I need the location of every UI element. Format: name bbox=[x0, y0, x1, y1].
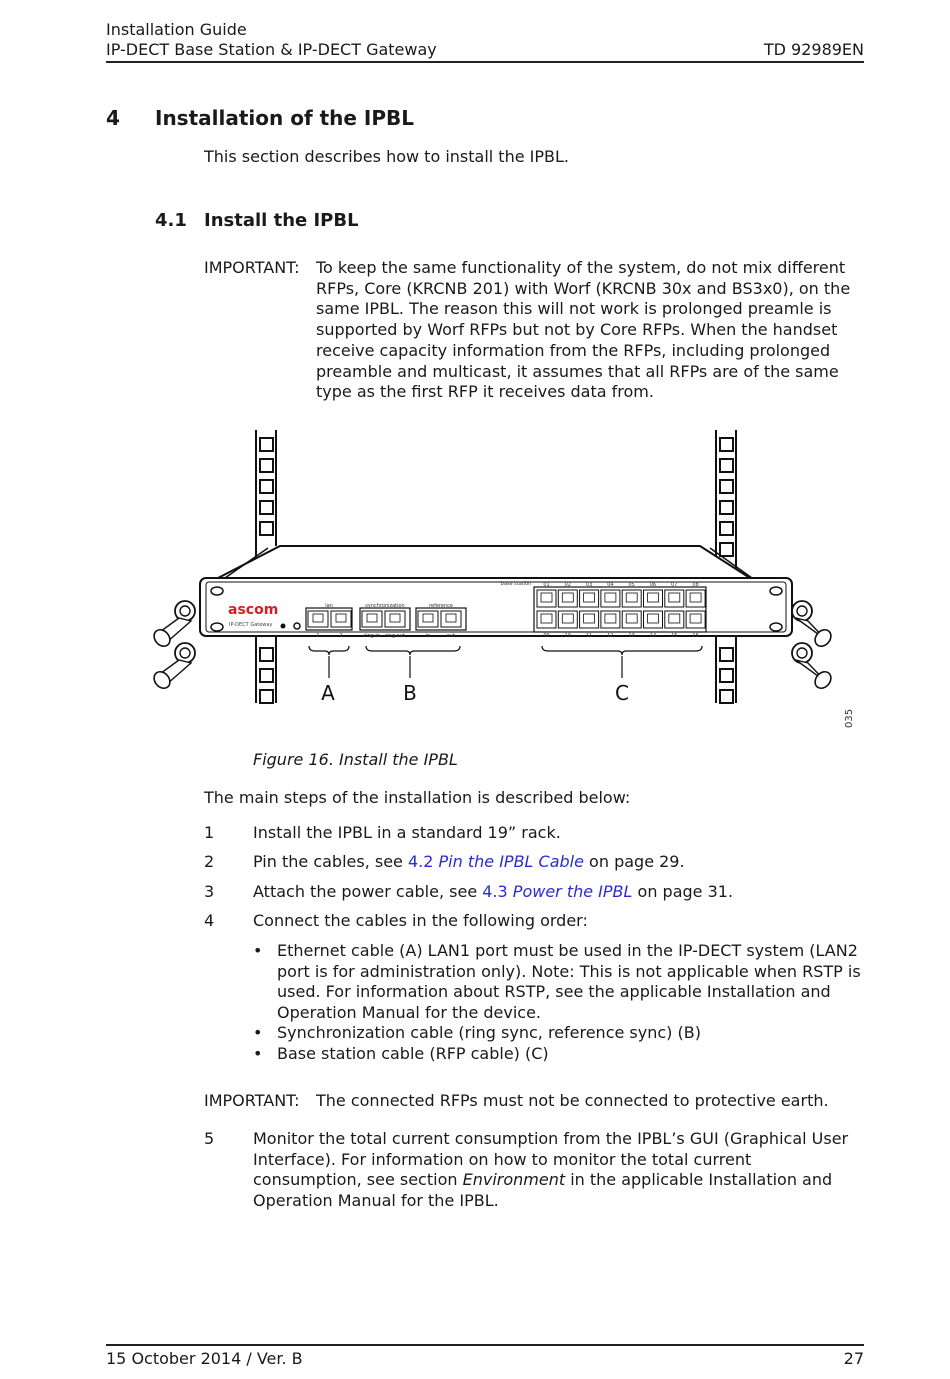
bs-port-label: 14 bbox=[649, 633, 657, 639]
port bbox=[331, 611, 351, 627]
device-name: IP-DECT Gateway bbox=[229, 622, 273, 628]
bs-label: base station bbox=[500, 581, 532, 587]
rack-hole bbox=[720, 690, 733, 703]
step-text: Pin the cables, see 4.2 Pin the IPBL Cable on page 29. bbox=[253, 852, 685, 871]
rack-hole bbox=[720, 501, 733, 514]
section-intro: This section describes how to install the IPBL. bbox=[204, 147, 569, 166]
steps-intro: The main steps of the installation is described below: bbox=[204, 788, 631, 807]
sync-label: synchronization bbox=[365, 603, 405, 609]
bs-port bbox=[601, 611, 620, 628]
bs-port bbox=[686, 611, 705, 628]
rack-hole bbox=[260, 501, 273, 514]
port-label: ring out bbox=[385, 633, 405, 639]
step-text: Monitor the total current consumption from the IPBL’s GUI (Graphical User Interface). For information on how to monitor the total current consumption, see section Environment in the applicable Installation and Operation Manual for the IPBL. bbox=[253, 1129, 849, 1211]
step-number: 2 bbox=[204, 852, 215, 871]
screw bbox=[151, 601, 195, 649]
bs-port bbox=[537, 590, 556, 607]
bs-port-label: 12 bbox=[607, 633, 614, 639]
port-label: 2 bbox=[339, 633, 343, 639]
bs-port bbox=[580, 611, 599, 628]
bs-port-label: 07 bbox=[671, 582, 678, 588]
rack-hole bbox=[720, 438, 733, 451]
port bbox=[418, 611, 438, 627]
bullet: • bbox=[253, 941, 263, 960]
port bbox=[385, 611, 405, 627]
screw bbox=[792, 601, 834, 649]
small-ports bbox=[308, 611, 461, 627]
rack-hole bbox=[720, 648, 733, 661]
step-number: 4 bbox=[204, 911, 215, 930]
ref-label: reference bbox=[429, 603, 453, 609]
bs-port-label: 03 bbox=[585, 582, 593, 588]
bullet-text: Synchronization cable (ring sync, reference sync) (B) bbox=[277, 1023, 701, 1042]
important-text: The connected RFPs must not be connected to protective earth. bbox=[316, 1091, 829, 1110]
bs-port bbox=[665, 611, 684, 628]
bullet-text: Base station cable (RFP cable) (C) bbox=[277, 1044, 549, 1063]
rack-hole bbox=[720, 459, 733, 472]
brand-logo: ascom bbox=[228, 602, 279, 618]
rack-hole bbox=[720, 522, 733, 535]
port bbox=[308, 611, 328, 627]
rack-hole bbox=[720, 669, 733, 682]
bs-port-label: 11 bbox=[585, 633, 593, 639]
step-number: 3 bbox=[204, 882, 215, 901]
callout-braces bbox=[309, 646, 702, 678]
device-top bbox=[218, 546, 750, 578]
figure-code: 035 bbox=[844, 708, 855, 728]
header-line1: Installation Guide bbox=[106, 20, 247, 39]
section-title: Installation of the IPBL bbox=[155, 106, 415, 130]
bs-port-label: 13 bbox=[628, 633, 635, 639]
header-title bbox=[106, 20, 437, 60]
important-label: IMPORTANT: bbox=[204, 258, 300, 277]
rack-hole bbox=[720, 480, 733, 493]
header-line2: IP-DECT Base Station & IP-DECT Gateway bbox=[106, 40, 437, 59]
rack-hole bbox=[260, 459, 273, 472]
bs-port bbox=[665, 590, 684, 607]
bs-port-label: 15 bbox=[671, 633, 678, 639]
rack-hole bbox=[260, 669, 273, 682]
header-rule bbox=[106, 61, 864, 63]
ipbl-figure bbox=[140, 428, 860, 738]
bs-port bbox=[686, 590, 705, 607]
page-number: 27 bbox=[843, 1349, 864, 1368]
rack-hole bbox=[260, 648, 273, 661]
bs-port-label: 06 bbox=[649, 582, 657, 588]
subsection-number: 4.1 bbox=[155, 210, 187, 231]
port-label: 1 bbox=[316, 633, 320, 639]
bullet-text: Ethernet cable (A) LAN1 port must be used in the IP-DECT system (LAN2 port is for administration only). Note: This is not applicable when RSTP is used. For information about RSTP, see the applicable Installation and Operation Manual for the device. bbox=[277, 941, 861, 1023]
bs-port-label: 16 bbox=[692, 633, 699, 639]
bs-port bbox=[644, 590, 663, 607]
link-pin-ipbl-cable[interactable]: 4.2 Pin the IPBL Cable bbox=[407, 852, 584, 871]
rack-hole bbox=[260, 480, 273, 493]
bs-port-label: 01 bbox=[543, 582, 550, 588]
step-text: Install the IPBL in a standard 19” rack. bbox=[253, 823, 561, 842]
bs-port bbox=[601, 590, 620, 607]
bs-port bbox=[622, 611, 641, 628]
port bbox=[441, 611, 461, 627]
subsection-title: Install the IPBL bbox=[204, 210, 359, 231]
footer-rule bbox=[106, 1344, 864, 1346]
bs-port bbox=[558, 590, 577, 607]
bs-port bbox=[537, 611, 556, 628]
step-number: 5 bbox=[204, 1129, 215, 1148]
callout-a: A bbox=[321, 681, 335, 705]
screw bbox=[792, 643, 834, 691]
important-text: To keep the same functionality of the system, do not mix different RFPs, Core (KRCNB 201) with Worf (KRCNB 30x and BS3x0), on the same IPBL. The reason this will not work is prolonged preamle is supported by Worf RFPs but not by Core RFPs. When the handset receive capacity information from the RFPs, including prolonged preamble and multicast, it assumes that all RFPs are of the same type as the first RFP it receives data from. bbox=[316, 258, 851, 402]
step-text: Connect the cables in the following order: bbox=[253, 911, 588, 930]
bullet: • bbox=[253, 1023, 263, 1042]
link-power-ipbl[interactable]: 4.3 Power the IPBL bbox=[482, 882, 633, 901]
bs-port bbox=[580, 590, 599, 607]
port bbox=[362, 611, 382, 627]
bs-port bbox=[558, 611, 577, 628]
rack-hole bbox=[260, 522, 273, 535]
bs-port-label: 02 bbox=[564, 582, 571, 588]
rack-hole bbox=[260, 438, 273, 451]
bs-port-label: 05 bbox=[628, 582, 635, 588]
figure-caption: Figure 16. Install the IPBL bbox=[253, 750, 458, 769]
bs-port-label: 04 bbox=[607, 582, 614, 588]
bs-port bbox=[644, 611, 663, 628]
section-number: 4 bbox=[106, 106, 120, 130]
callout-b: B bbox=[403, 681, 417, 705]
port-label: out bbox=[446, 633, 456, 639]
rack-hole bbox=[720, 543, 733, 556]
port-label: in bbox=[425, 633, 431, 639]
important-label: IMPORTANT: bbox=[204, 1091, 300, 1110]
footer-date: 15 October 2014 / Ver. B bbox=[106, 1349, 303, 1368]
port-label: ring in bbox=[364, 633, 380, 639]
bs-port-label: 10 bbox=[564, 633, 571, 639]
bs-port-label: 08 bbox=[692, 582, 699, 588]
bs-port bbox=[622, 590, 641, 607]
bs-port-label: 09 bbox=[543, 633, 550, 639]
bullet: • bbox=[253, 1044, 263, 1063]
screw bbox=[151, 643, 195, 691]
callout-c: C bbox=[615, 681, 629, 705]
step-text: Attach the power cable, see 4.3 Power the IPBL on page 31. bbox=[253, 882, 734, 901]
rack-hole bbox=[260, 690, 273, 703]
step-number: 1 bbox=[204, 823, 215, 842]
lan-label: lan bbox=[325, 603, 333, 609]
doc-id: TD 92989EN bbox=[763, 40, 864, 59]
